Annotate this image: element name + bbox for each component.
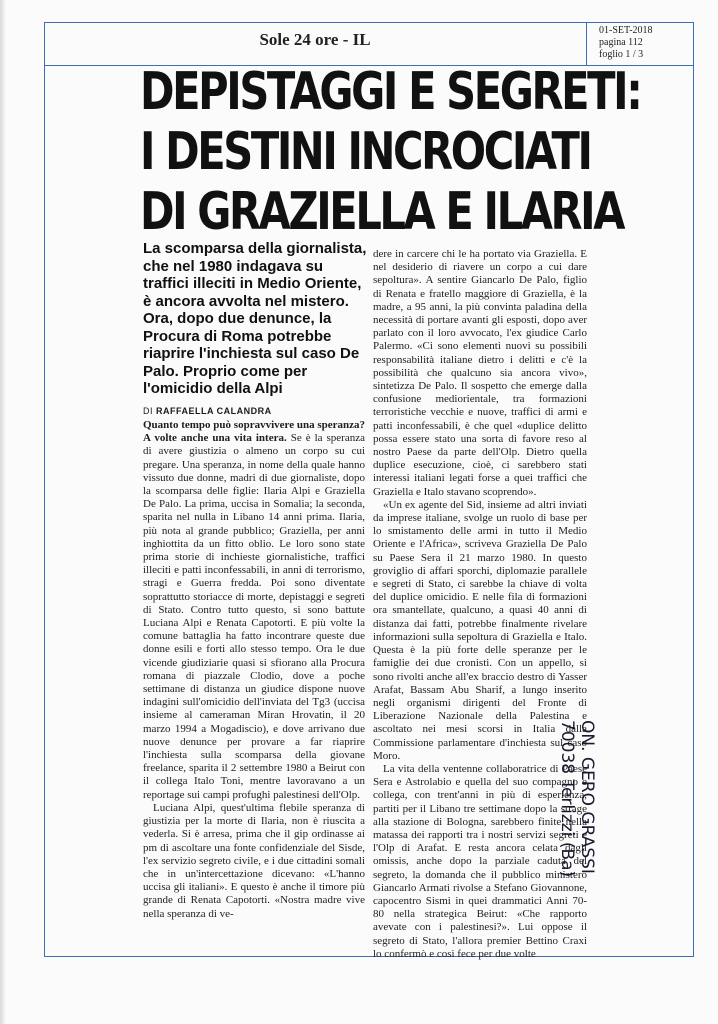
clipping-date: 01-SET-2018 [599, 25, 653, 36]
article-headline [140, 62, 641, 242]
article-column-2 [373, 248, 587, 961]
byline-prefix: DI [143, 406, 153, 416]
column-1-paragraph-2: Luciana Alpi, quest'ultima flebile speranza di giustizia per la morte di Ilaria, non è riuscita a vederla. Si è arresa, prima che il gip ordinasse ai pm di ascoltare una fonte confidenziale del Sisde, l'ex servizio segreto civile, e i due cittadini somali che in un'intercettazione dicevano: «L'hanno uccisa gli italiani». E questo è anche il timore più grande di Renata Capotorti. «Nostra madre vive nella speranza di ve- [143, 801, 365, 920]
byline-author: RAFFAELLA CALANDRA [156, 406, 272, 416]
stamp-line-1: ON. GERO GRASSI [577, 720, 597, 874]
clipping-sheet: foglio 1 / 3 [599, 49, 644, 60]
column-2-paragraph-3: La vita della ventenne collaboratrice di Paese Sera e Astrolabio e quella del suo compagno e collega, con trent'anni in più di esperienza, partiti per il Libano tre settimane dopo la strage alla stazione di Bologna, sarebbero finite nella matassa dei rapporti tra i nostri servizi segreti e l'Olp di Arafat. E resta ancora celata dagli omissis, anche dopo la parziale caduta del segreto, la domanda che il pubblico ministero Giancarlo Armati rivolse a Stefano Giovannone, capocentro Sismi in quei drammatici Anni 70-80 nella strategica Beirut: «Che rapporto avevate con i palestinesi?». Lui oppose il segreto di Stato, l'allora premier Bettino Craxi lo confermò e così fece per due volte [373, 762, 587, 960]
column-2-paragraph-2: «Un ex agente del Sid, insieme ad altri inviati da imprese italiane, svolge un ruolo di base per lo smistamento delle armi in tutto il Medio Oriente e l'Africa», scriveva Graziella De Palo su Paese Sera il 21 marzo 1980. In questo groviglio di affari sporchi, diplomazie parallele e segreti di Stato, ci sarebbe la chiave di volta del duplice omicidio. E nelle fila di formazioni ora smantellate, qualcuno, a quasi 40 anni di distanza dai fatti, potrebbe finalmente rivelare informazioni sulla sepoltura di Graziella e Italo. Questa è la più forte delle speranze per le famiglie dei due cronisti. Con un appello, si sono rivolti anche all'ex braccio destro di Yasser Arafat, Bassam Abu Sharif, a lungo inserito negli organismi dirigenti del Fronte di Liberazione Nazionale della Palestina e ascoltato nei mesi scorsi in Italia dalla Commissione parlamentare d'inchiesta sul caso Moro. [373, 498, 587, 762]
headline-line-2: I DESTINI INCROCIATI [140, 122, 591, 182]
lead-sentence: Quanto tempo può sopravvivere una speranza? A volte anche una vita intera. [143, 419, 365, 445]
clipping-meta [586, 22, 694, 66]
column-2-paragraph-1: dere in carcere chi le ha portato via Graziella. E nel desiderio di riavere un corpo a cui dare sepoltura». A sentire Giancarlo De Palo, figlio di Renata e fratello maggiore di Graziella, è la madre, a 95 anni, la più convinta paladina della necessità di portare avanti gli esposti, dopo aver parlato con il loro avvocato, l'ex giudice Carlo Palermo. «Ci sono elementi nuovi su possibili responsabilità italiane dietro i delitti e c'è la possibilità che qualcuno sia ancora vivo», sintetizza De Palo. Il sospetto che emerge dalla confusione mediorientale, tra formazioni terroristiche vecchie e nuove, traffici di armi e patti inconfessabili, è che quel «duplice delitto possa essere stato una sorta di favore reso al nostro Paese da parte dell'Olp. Dietro quella duplice esecuzione, cioè, ci sarebbero stati interessi italiani legati forse a quei traffici che Graziella e Italo stavano scoprendo». [373, 248, 587, 498]
stamp-line-2: 70038 Terlizzi (Ba) [557, 720, 577, 878]
article-column-1 [143, 419, 365, 921]
office-stamp [557, 720, 597, 960]
article-byline [143, 406, 373, 416]
headline-line-3: DI GRAZIELLA E ILARIA [140, 182, 624, 242]
article-deck: La scomparsa della giornalista, che nel 1980 indagava su traffici illeciti in Medio Oriente, è ancora avvolta nel mistero. Ora, dopo due denunce, la Procura di Roma potrebbe riaprire l'inchiesta sul caso De Palo. Proprio come per l'omicidio della Alpi [143, 240, 367, 397]
column-1-paragraph-1 [143, 419, 365, 802]
newspaper-source: Sole 24 ore - IL [259, 30, 371, 49]
scan-edge-shadow [0, 0, 6, 1024]
headline-line-1: DEPISTAGGI E SEGRETI: [140, 62, 641, 122]
clipping-page: pagina 112 [599, 37, 643, 48]
column-1-paragraph-1-text: Se è la speranza di avere giustizia o almeno un corpo su cui pregare. Una speranza, in nome della quale hanno vissuto due donne, madri di due giornaliste, dopo la scomparsa delle figlie: Ilaria Alpi e Graziella De Palo. La prima, uccisa in Somalia; la seconda, sparita nel nulla in Libano 14 anni prima. Ilaria, più nota al grande pubblico; Graziella, per anni inghiottita da un fitto oblio. Le loro sono state prima storie di inchieste giornalistiche, traffici illeciti e patti inconfessabili, in anni di terrorismo, stragi e Guerra fredda. Poi sono diventate soprattutto storiacce di morte, depistaggi e segreti di Stato. Contro tutto questo, si sono battute Luciana Alpi e Renata Capotorti. E più volte la comune battaglia ha fatto incontrare queste due donne esili e forti allo stesso tempo. Ora le due vicende giudiziarie quasi si sfiorano alla Procura romana di piazzale Clodio, dove a poche settimane di distanza un giudice dispone nuove indagini sull'omicidio dell'inviata del Tg3 (uccisa insieme al cameraman Miran Hrovatin, il 20 marzo 1994 a Mogadiscio), e dove arrivano due nuove denunce per provare a far riaprire l'inchiesta sulla scomparsa della giovane freelance, sparita il 2 settembre 1980 a Beirut con il collega Italo Toni, mentre lavoravano a un reportage sui campi profughi palestinesi dell'Olp. [143, 432, 365, 801]
